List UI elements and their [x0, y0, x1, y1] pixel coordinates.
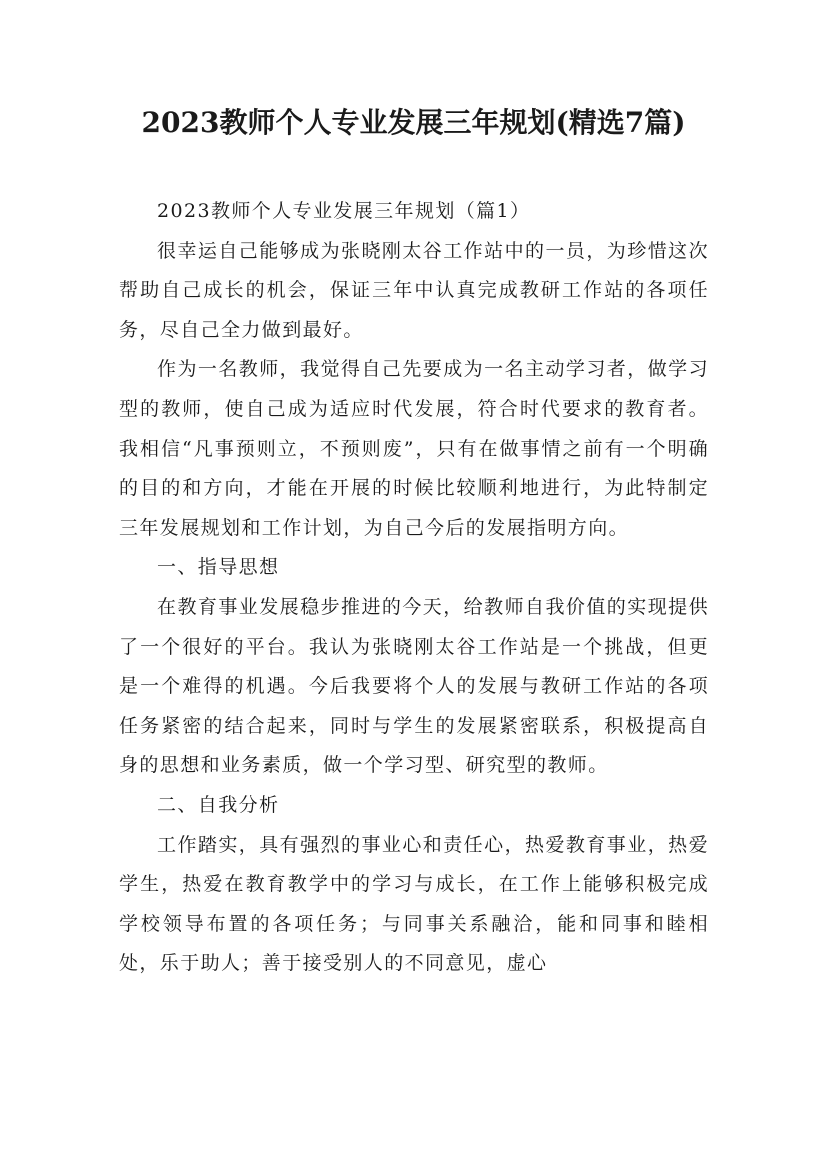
- document-title: 2023教师个人专业发展三年规划(精选7篇): [141, 106, 686, 139]
- document-body: [119, 192, 709, 984]
- body-paragraph: 在教育事业发展稳步推进的今天，给教师自我价值的实现提供了一个很好的平台。我认为张晓刚太谷工作站是一个挑战，但更是一个难得的机遇。今后我要将个人的发展与教研工作站的各项任务紧密的结合起来，同时与学生的发展紧密联系，积极提高自身的思想和业务素质，做一个学习型、研究型的教师。: [119, 595, 709, 777]
- section-heading: 一、指导思想: [157, 556, 280, 579]
- body-paragraph: 工作踏实，具有强烈的事业心和责任心，热爱教育事业，热爱学生，热爱在教育教学中的学习与成长，在工作上能够积极完成学校领导布置的各项任务；与同事关系融洽，能和同事和睦相处，乐于助人；善于接受别人的不同意见，虚心: [119, 833, 709, 975]
- section-heading: 二、自我分析: [157, 793, 280, 816]
- section-heading: 2023教师个人专业发展三年规划（篇1）: [157, 200, 531, 222]
- body-paragraph: 很幸运自己能够成为张晓刚太谷工作站中的一员，为珍惜这次帮助自己成长的机会，保证三年中认真完成教研工作站的各项任务，尽自己全力做到最好。: [119, 239, 709, 341]
- body-paragraph: 作为一名教师，我觉得自己先要成为一名主动学习者，做学习型的教师，使自己成为适应时代发展，符合时代要求的教育者。我相信“凡事预则立，不预则废”，只有在做事情之前有一个明确的目的和方向，才能在开展的时候比较顺利地进行，为此特制定三年发展规划和工作计划，为自己今后的发展指明方向。: [119, 358, 709, 539]
